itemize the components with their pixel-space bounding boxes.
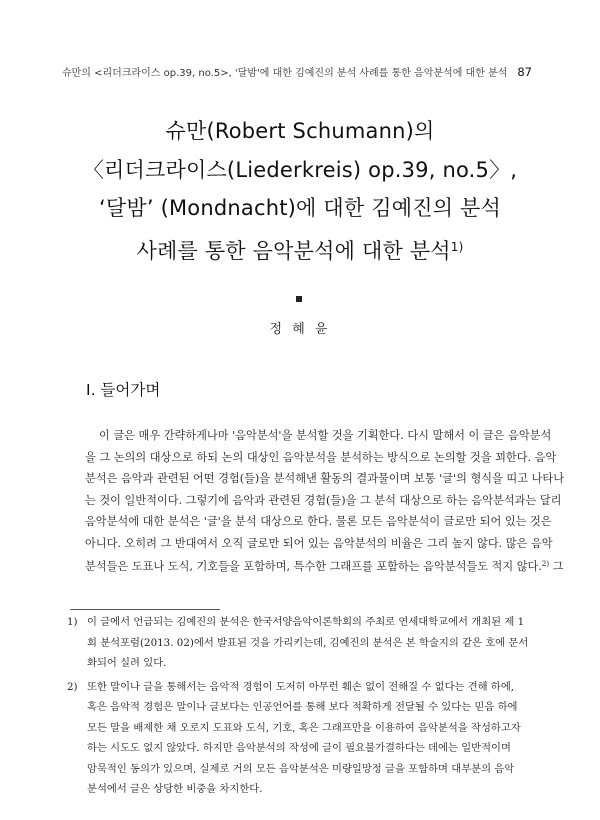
running-head-text: 슈만의 <리더크라이스 op.39, no.5>, '달밤'에 대한 김예진의 분석 사례를 통한 음악분석에 대한 분석 (61, 68, 508, 79)
footnote-line: 분석에서 글은 상당한 비중을 차지한다. (87, 783, 263, 795)
title-separator-bullet (296, 296, 302, 302)
body-line: 는 것이 일반적이다. 그렇기에 음악과 관련된 경험(들)을 그 분석 대상으로 하는 음악분석과는 달리 (85, 493, 562, 507)
running-head (62, 64, 532, 79)
footnote-number: 2) (67, 680, 78, 693)
body-line: 을 그 논의의 대상으로 하되 논의 대상인 음악분석을 분석하는 방식으로 논의할 것을 꾀한다. 음악 (85, 450, 557, 464)
page-number: 87 (517, 65, 532, 79)
body-footnote-mark[interactable]: 2) (541, 560, 550, 568)
footnote-line: 하는 시도도 없지 않았다. 하지만 음악분석의 작성에 글이 필요불가결하다는 데에는 일반적이며 (87, 742, 511, 754)
author-name: 정 혜 윤 (269, 322, 331, 337)
footnote-line: 또한 말이나 글을 통해서는 음악적 경험이 도저히 아무런 훼손 없이 전해질 수 없다는 견해 하에, (87, 680, 515, 693)
title-line-1: 슈만(Robert Schumann)의 (165, 119, 435, 143)
footnote-number: 1) (67, 616, 78, 628)
body-line: 음악분석에 대한 분석은 '글'을 분석 대상으로 한다. 물론 모든 음악분석이 글로만 되어 있는 것은 (85, 515, 552, 528)
title-line-4-text: 사례를 통한 음악분석에 대한 분석 (136, 238, 451, 263)
footnote-line: 회 분석포럼(2013. 02)에서 발표된 것을 가리키는데, 김예진의 분석은 본 학술지의 같은 호에 문서 (87, 636, 529, 649)
footnote-line: 암묵적인 동의가 있으며, 실제로 거의 모든 음악분석은 미량일망정 글을 포함하며 대부분의 음악 (87, 762, 515, 775)
title-footnote-mark[interactable]: 1) (450, 239, 464, 254)
body-line-last (85, 554, 564, 578)
section-heading: I. 들어가며 (86, 381, 161, 399)
body-line: 분석은 음악과 관련된 어떤 경험(들)을 분석해낸 활동의 결과물이며 보통 '글'의 형식을 띠고 나타나 (85, 472, 565, 485)
footnote-2 (67, 677, 532, 800)
footnote-divider (70, 609, 220, 610)
footnote-line: 모든 말을 배제한 채 오로지 도표와 도식, 기호, 혹은 그래프만을 이용하여 음악분석을 작성하고자 (87, 721, 521, 734)
body-line-text: 분석들은 도표나 도식, 기호들을 포함하며, 특수한 그래프를 포함하는 음악분석들도 적지 않다. (85, 560, 542, 573)
body-line-tail: 그 (552, 560, 564, 573)
body-line: 이 글은 매우 간략하게나마 '음악분석'을 분석할 것을 기획한다. 다시 말해서 이 글은 음악분석 (99, 429, 552, 442)
footnotes (67, 612, 532, 803)
title-line-4 (40, 228, 560, 271)
title-line-2: 〈리더크라이스(Liederkreis) op.39, no.5〉, (82, 157, 518, 182)
title-line-3: ‘달밤’ (Mondnacht)에 대한 김예진의 분석 (98, 196, 502, 220)
body-paragraph (85, 425, 565, 578)
body-line: 아니다. 오히려 그 반대여서 오직 글로만 되어 있는 음악분석의 비율은 그리 높지 않다. 많은 음악 (85, 536, 553, 550)
footnote-line: 혹은 음악적 경험은 말이나 글보다는 인공언어를 통해 보다 적확하게 전달될 수 있다는 믿음 하에 (87, 701, 518, 713)
footnote-line: 화되어 실려 있다. (87, 657, 167, 669)
paper-title (40, 112, 560, 270)
footnote-line: 이 글에서 언급되는 김예진의 분석은 한국서양음악이론학회의 주최로 연세대학교에서 개최된 제 1 (87, 616, 525, 628)
footnote-1 (67, 612, 532, 674)
